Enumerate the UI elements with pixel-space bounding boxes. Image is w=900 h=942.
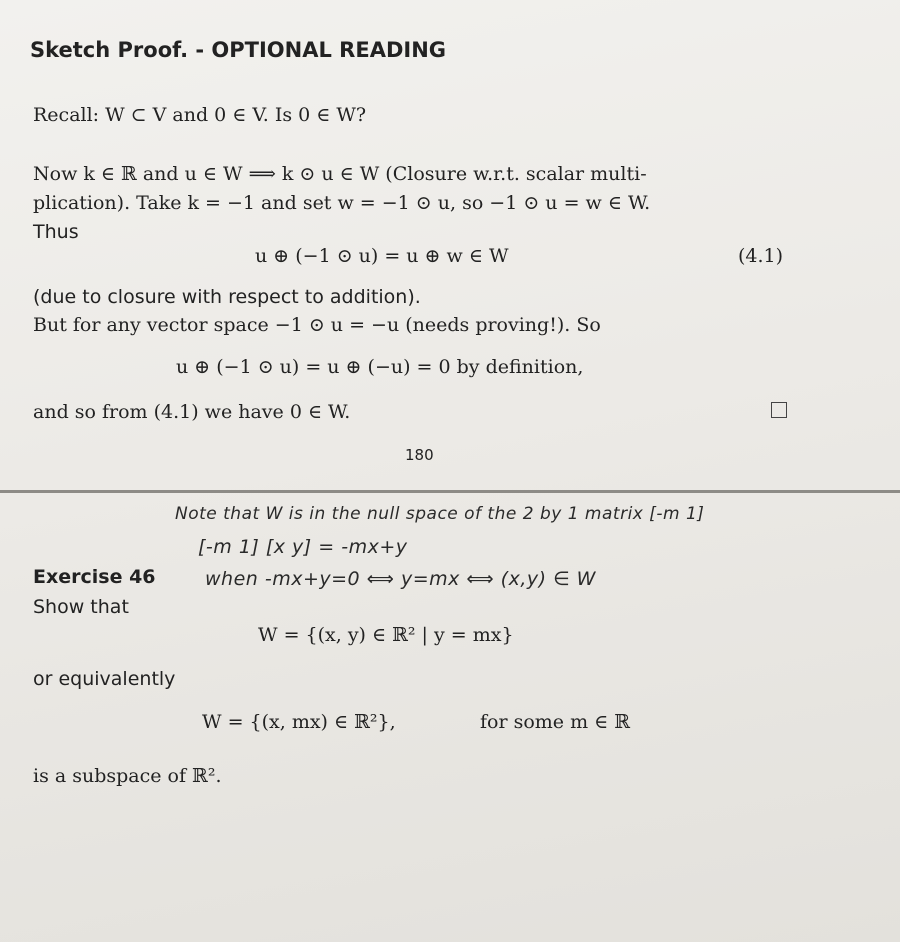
set-definition-1: W = {(x, y) ∈ ℝ² | y = mx} <box>258 624 514 646</box>
exercise-title: Exercise 46 <box>33 566 156 588</box>
or-equivalently: or equivalently <box>33 668 176 690</box>
exercise-conclusion: is a subspace of ℝ². <box>33 765 222 787</box>
exercise-section <box>0 492 900 942</box>
equation-label: (4.1) <box>738 245 784 267</box>
qed-square-icon <box>771 402 787 418</box>
page-number: 180 <box>405 446 434 464</box>
set-definition-2: W = {(x, mx) ∈ ℝ²}, <box>202 711 396 733</box>
conclusion-line: and so from (4.1) we have 0 ∈ W. <box>33 401 351 423</box>
proof-para-line-2: plication). Take k = −1 and set w = −1 ⊙ u, so −1 ⊙ u = w ∈ W. <box>33 192 651 214</box>
proof-para-line-3: Thus <box>33 221 79 243</box>
closure-note-line: (due to closure with respect to addition). <box>33 286 421 308</box>
handwritten-note-line-1: Note that W is in the null space of the 2 by 1 matrix [-m 1] <box>175 504 705 524</box>
recall-line: Recall: W ⊂ V and 0 ∈ V. Is 0 ∈ W? <box>33 104 367 126</box>
handwritten-note-line-3: when -mx+y=0 ⟺ y=mx ⟺ (x,y) ∈ W <box>205 568 596 590</box>
exercise-show-that: Show that <box>33 596 129 618</box>
set-condition: for some m ∈ ℝ <box>480 711 631 733</box>
handwritten-note-line-2: [-m 1] [x y] = -mx+y <box>198 536 408 558</box>
equation-4-1: u ⊕ (−1 ⊙ u) = u ⊕ w ∈ W <box>255 245 509 267</box>
proof-para-line-1: Now k ∈ ℝ and u ∈ W ⟹ k ⊙ u ∈ W (Closure w.r.t. scalar multi- <box>33 163 647 185</box>
equation-2: u ⊕ (−1 ⊙ u) = u ⊕ (−u) = 0 by definition, <box>176 356 584 378</box>
vector-space-line: But for any vector space −1 ⊙ u = −u (needs proving!). So <box>33 314 601 336</box>
proof-heading: Sketch Proof. - OPTIONAL READING <box>30 38 447 62</box>
